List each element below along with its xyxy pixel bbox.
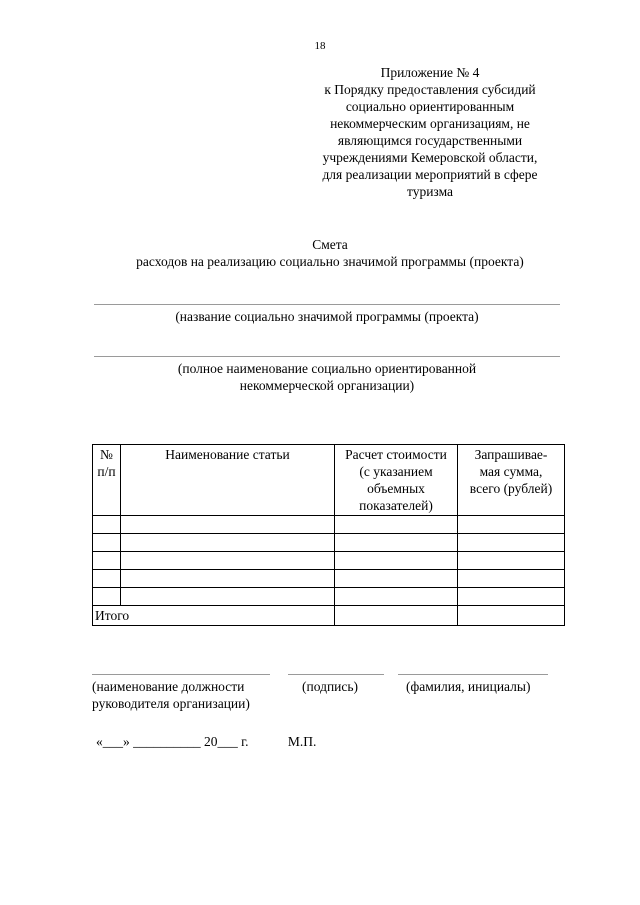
appendix-header	[300, 64, 560, 200]
budget-table	[92, 444, 565, 626]
program-name-line	[94, 304, 560, 305]
table-row	[93, 552, 565, 570]
position-label: (наименование должности руководителя организации)	[92, 679, 250, 711]
header-cost-calculation: Расчет стоимости (с указанием объемных показателей)	[335, 445, 458, 516]
appendix-line: являющимся государственными	[337, 133, 523, 148]
date-line	[96, 733, 316, 750]
appendix-line: Приложение № 4	[380, 65, 480, 80]
appendix-line: некоммерческим организациям, не	[330, 116, 530, 131]
organization-name-line	[94, 356, 560, 357]
signature-line	[288, 674, 384, 675]
caption-line: (полное наименование социально ориентированной	[177, 361, 477, 376]
appendix-line: к Порядку предоставления субсидий	[324, 82, 536, 97]
total-label: Итого	[93, 606, 335, 626]
appendix-line: для реализации мероприятий в сфере	[322, 167, 538, 182]
title-subtitle: расходов на реализацию социально значимой программы (проекта)	[136, 254, 524, 269]
header-requested-amount: Запрашивае- мая сумма, всего (рублей)	[458, 445, 565, 516]
page-number: 18	[314, 40, 326, 52]
appendix-line: социально ориентированным	[345, 99, 515, 114]
organization-name-caption	[94, 360, 560, 394]
header-number: № п/п	[93, 445, 121, 516]
table-row	[93, 570, 565, 588]
seal-mark: М.П.	[287, 734, 317, 749]
date-field: «___» __________ 20___ г.	[96, 734, 249, 749]
table-total-row	[93, 606, 565, 626]
position-signature-line	[92, 674, 270, 675]
title-line: Смета	[312, 237, 348, 252]
appendix-line: туризма	[406, 184, 454, 199]
appendix-line: учреждениями Кемеровской области,	[322, 150, 538, 165]
signature-label: (подпись)	[302, 679, 359, 694]
table-row	[93, 516, 565, 534]
program-name-caption: (название социально значимой программы (проекта)	[175, 309, 479, 324]
header-item-name: Наименование статьи	[121, 445, 335, 516]
caption-line: некоммерческой организации)	[239, 378, 415, 393]
table-row	[93, 534, 565, 552]
name-signature-line	[398, 674, 548, 675]
document-title	[60, 236, 600, 270]
table-header-row	[93, 445, 565, 516]
table-row	[93, 588, 565, 606]
name-label: (фамилия, инициалы)	[406, 679, 531, 694]
